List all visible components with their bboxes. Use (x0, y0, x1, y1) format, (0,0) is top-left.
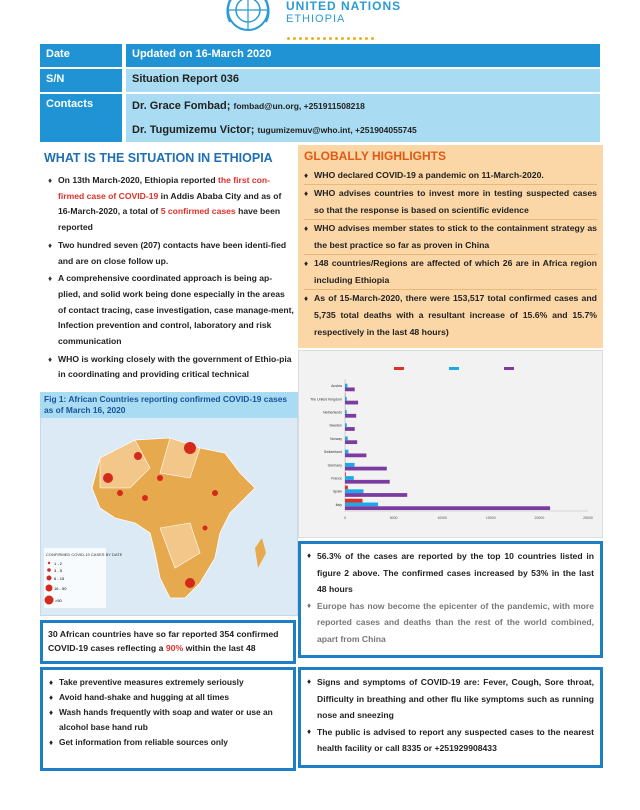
bar-france-1 (345, 476, 354, 480)
sn-row (40, 69, 600, 92)
page-header (0, 0, 640, 40)
case-marker (142, 495, 148, 501)
category-label: Switzerland (323, 450, 342, 455)
case-marker (212, 490, 218, 496)
bar-germany-1 (345, 463, 355, 467)
x-tick-label: 5000 (389, 516, 398, 520)
symptoms-box (298, 667, 603, 768)
global-item: ♦ WHO declared COVID-19 a pandemic on 11-March-2020. (304, 167, 597, 184)
bar-italy-1 (345, 503, 378, 507)
bar-sweden-1 (345, 423, 347, 427)
decorative-dots (287, 27, 407, 32)
prevention-box (40, 667, 296, 771)
bar-switzerland-2 (345, 453, 366, 457)
global-item: ♦ As of 15-March-2020, there were 153,517 total confirmed cases and 5,735 total deaths with a resultant increase of 15.6% and 15.7% respectively in the last 48 hours) (304, 289, 597, 341)
global-highlights-title: GLOBALLY HIGHLIGHTS (304, 149, 447, 163)
category-label: The United Kingdom (310, 397, 342, 402)
report-advice-item: ♦ The public is advised to report any suspected cases to the nearest health facility or call 8335 or +251929908433 (307, 724, 594, 757)
bar-austria-1 (345, 384, 347, 388)
prevention-item: ♦ Take preventive measures extremely seriously (49, 675, 287, 690)
africa-summary-pct: 90% (165, 643, 184, 653)
situation-bullet-4: ♦ WHO is working closely with the government of Ethio-pia in coordinating and providing critical technical (48, 352, 294, 383)
x-tick-label: 25000 (583, 516, 593, 520)
prevention-item: ♦ Avoid hand-shake and hugging at all times (49, 690, 287, 705)
org-title (286, 0, 401, 26)
legend-swatch-0 (394, 367, 404, 370)
bar-netherlands-2 (345, 414, 356, 418)
contact1-details[interactable]: fombad@un.org, +251911508218 (233, 101, 365, 111)
global-item: ♦ 148 countries/Regions are affected of which 26 are in Africa region including Ethiopia (304, 254, 597, 289)
bar-the-united-kingdom-2 (345, 401, 358, 405)
case-marker (103, 473, 113, 483)
europe-analysis-list (307, 548, 594, 647)
map-legend-item: 16 - 50 (54, 586, 67, 591)
prevention-list (49, 675, 287, 750)
category-label: Norway (330, 436, 342, 441)
case-marker (184, 442, 196, 454)
category-label: Austria (331, 384, 342, 389)
bar-germany-2 (345, 467, 387, 471)
prevention-item: ♦ Wash hands frequently with soap and water or use an alcohol base hand rub (49, 705, 287, 735)
analysis-item: ♦ Europe has now become the epicenter of the pandemic, with more reported cases and deaths than the rest of the world combined, apart from China (307, 598, 594, 648)
x-tick-label: 10000 (437, 516, 448, 520)
bar-norway-1 (345, 437, 348, 441)
bar-spain-2 (345, 493, 407, 497)
category-label: Germany (327, 463, 342, 468)
bar-spain-1 (345, 489, 363, 493)
situation-bullet-3: ♦ A comprehensive coordinated approach is being ap-plied, and solid work being done especially in the areas of contact tracing, case investigation, case manage-ment, Infection prevention and control, laboratory and risk communication (48, 271, 294, 350)
bar-austria-2 (345, 387, 355, 391)
global-highlights-panel (298, 145, 603, 348)
bar-france-2 (345, 480, 390, 484)
analysis-item: ♦ 56.3% of the cases are reported by the top 10 countries listed in figure 2 above. The confirmed cases increased by 53% in the last 48 hours (307, 548, 594, 598)
symptoms-item: ♦ Signs and symptoms of COVID-19 are: Fever, Cough, Sore throat, Difficulty in breathing and other flu like symptoms such as running nose and sneezing (307, 674, 594, 724)
contact2-name: Dr. Tugumizemu Victor; (132, 124, 255, 136)
bar-sweden-2 (345, 427, 355, 431)
africa-summary-box: 30 African countries have so far reported 354 confirmed COVID-19 cases reflecting a 90% within the last 48 (40, 620, 296, 664)
global-item: ♦ WHO advises member states to stick to the containment strategy as the best practice so far as proven in China (304, 219, 597, 254)
bar-netherlands-1 (345, 410, 347, 414)
org-name: UNITED NATIONS (286, 0, 402, 13)
map-legend-item: 6 - 15 (54, 576, 65, 581)
case-marker (203, 526, 208, 531)
case-marker (185, 578, 195, 588)
legend-swatch-1 (449, 367, 459, 370)
top-countries-chart-panel (298, 350, 603, 538)
case-marker (157, 475, 163, 481)
category-label: Italy (335, 502, 342, 507)
category-label: Netherlands (323, 410, 342, 415)
x-tick-label: 0 (344, 516, 346, 520)
date-label: Date (40, 44, 122, 67)
map-legend-item: 1 - 2 (54, 561, 63, 566)
global-highlights-list (304, 167, 597, 341)
org-country: ETHIOPIA (286, 13, 346, 25)
x-tick-label: 15000 (485, 516, 496, 520)
symptoms-list (307, 674, 594, 757)
map-legend-item: >50 (55, 598, 62, 603)
bar-the-united-kingdom-1 (345, 397, 347, 401)
global-item: ♦ WHO advises countries to invest more in testing suspected cases so that the response is based on scientific evidence (304, 184, 597, 219)
bar-italy-0 (345, 499, 362, 503)
category-label: France (331, 476, 342, 481)
bar-norway-2 (345, 440, 357, 444)
africa-map (40, 418, 298, 616)
sn-value: Situation Report 036 (126, 69, 600, 92)
bar-spain-0 (345, 486, 348, 490)
date-row (40, 44, 600, 67)
contacts-value (126, 94, 600, 142)
situation-title: WHAT IS THE SITUATION IN ETHIOPIA (44, 151, 273, 165)
report-info-table (40, 44, 600, 144)
contact2-details[interactable]: tugumizemuv@who.int, +251904055745 (257, 125, 417, 135)
case-marker (117, 490, 123, 496)
category-label: Sweden (329, 423, 342, 428)
x-tick-label: 20000 (534, 516, 545, 520)
top-countries-chart (299, 351, 602, 537)
europe-analysis-box (298, 541, 603, 658)
map-legend-title: CONFIRMED COVID-19 CASES BY DATE (46, 552, 123, 557)
bar-switzerland-1 (345, 450, 348, 454)
contact1-name: Dr. Grace Fombad; (132, 100, 231, 112)
legend-swatch-2 (504, 367, 514, 370)
category-label: Spain (333, 489, 342, 494)
contacts-row (40, 94, 600, 142)
situation-list (48, 173, 294, 385)
map-legend-item: 3 - 5 (54, 568, 63, 573)
bar-france-0 (345, 472, 346, 476)
situation-bullet-2: ♦ Two hundred seven (207) contacts have been identi-fied and are on close follow up. (48, 238, 294, 269)
un-emblem-icon (220, 0, 276, 38)
contacts-label: Contacts (40, 94, 122, 142)
bar-italy-2 (345, 506, 550, 510)
prevention-item: ♦ Get information from reliable sources only (49, 735, 287, 750)
date-value: Updated on 16-March 2020 (126, 44, 600, 67)
sn-label: S/N (40, 69, 122, 92)
map-title: Fig 1: African Countries reporting confirmed COVID-19 cases as of March 16, 2020 (40, 392, 298, 418)
situation-bullet-1: ♦ On 13th March-2020, Ethiopia reported the first con-firmed case of COVID-19 in Addis Ababa City and as of 16-March-2020, a total of 5 confirmed cases have been reported (48, 173, 294, 236)
case-marker (134, 452, 142, 460)
